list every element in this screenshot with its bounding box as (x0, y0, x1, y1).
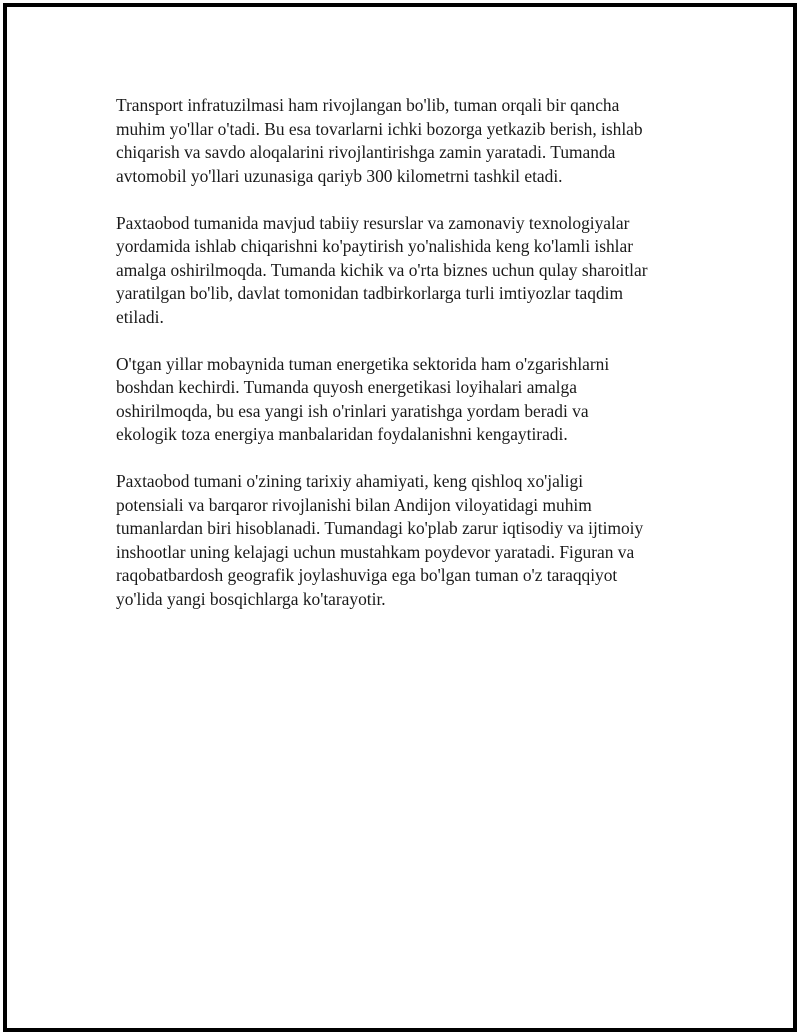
paragraph-energy: O'tgan yillar mobaynida tuman energetika sektorida ham o'zgarishlarni boshdan kechirdi. Tumanda quyosh energetikasi loyihalari amalga oshirilmoqda, bu esa yangi ish o'rinlari yaratishga yordam beradi va ekologik toza energiya manbalaridan foydalanishni kengaytiradi. (116, 353, 610, 444)
document-body (116, 94, 696, 635)
paragraph-transport: Transport infratuzilmasi ham rivojlangan bo'lib, tuman orqali bir qancha muhim yo'llar o'tadi. Bu esa tovarlarni ichki bozorga yetkazib berish, ishlab chiqarish va savdo aloqalarini rivojlantirishga zamin yaratadi. Tumanda avtomobil yo'llari uzunasiga qariyb 300 kilometrni tashkil etadi. (116, 95, 643, 186)
paragraph-resources: Paxtaobod tumanida mavjud tabiiy resurslar va zamonaviy texnologiyalar yordamida ishlab chiqarishni ko'paytirish yo'nalishida keng ko'lamli ishlar amalga oshirilmoqda. Tumanda kichik va o'rta biznes uchun qulay sharoitlar yaratilgan bo'lib, davlat tomonidan tadbirkorlarga turli imtiyozlar taqdim etiladi. (116, 212, 648, 327)
paragraph-conclusion: Paxtaobod tumani o'zining tarixiy ahamiyati, keng qishloq xo'jaligi potensiali va barqaror rivojlanishi bilan Andijon viloyatidagi muhim tumanlardan biri hisoblanadi. Tumandagi ko'plab zarur iqtisodiy va ijtimoiy inshootlar uning kelajagi uchun mustahkam poydevor yaratadi. Figuran va raqobatbardosh geografik joylashuviga ega bo'lgan tuman o'z taraqqiyot yo'lida yangi bosqichlarga ko'tarayotir. (116, 471, 644, 609)
